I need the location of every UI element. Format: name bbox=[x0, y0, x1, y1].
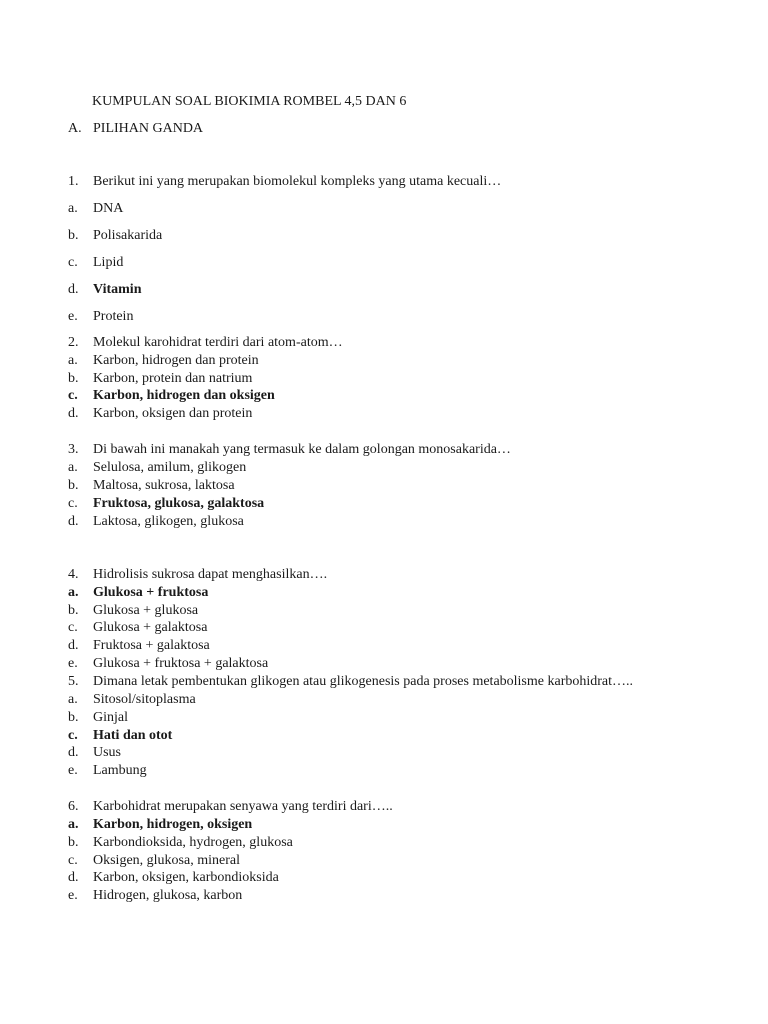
page-title: KUMPULAN SOAL BIOKIMIA ROMBEL 4,5 DAN 6 bbox=[92, 94, 407, 109]
option-letter: d. bbox=[68, 514, 79, 529]
question-number: 6. bbox=[68, 799, 79, 814]
option-text: Glukosa + glukosa bbox=[93, 603, 199, 618]
option-text: Polisakarida bbox=[93, 228, 163, 243]
option-letter: a. bbox=[68, 692, 78, 707]
option-letter: b. bbox=[68, 478, 79, 493]
option-letter: c. bbox=[68, 620, 78, 635]
question-text: Di bawah ini manakah yang termasuk ke dalam golongan monosakarida… bbox=[93, 442, 511, 457]
correct-answer-text: Karbon, hidrogen, oksigen bbox=[93, 817, 253, 832]
option-letter: d. bbox=[68, 638, 79, 653]
section-marker: A. bbox=[68, 121, 82, 136]
question-text: Berikut ini yang merupakan biomolekul kompleks yang utama kecuali… bbox=[93, 174, 502, 189]
option-text: Karbon, oksigen dan protein bbox=[93, 406, 253, 421]
correct-answer-text: Karbon, hidrogen dan oksigen bbox=[93, 388, 275, 403]
correct-answer-text: Fruktosa, glukosa, galaktosa bbox=[93, 496, 265, 511]
option-letter: a. bbox=[68, 585, 79, 600]
option-text: Glukosa + galaktosa bbox=[93, 620, 208, 635]
option-letter: c. bbox=[68, 388, 78, 403]
option-text: DNA bbox=[93, 201, 124, 216]
question-text: Molekul karohidrat terdiri dari atom-atom… bbox=[93, 335, 343, 350]
option-letter: a. bbox=[68, 460, 78, 475]
option-letter: b. bbox=[68, 603, 79, 618]
option-letter: b. bbox=[68, 835, 79, 850]
option-text: Protein bbox=[93, 309, 134, 324]
question-number: 1. bbox=[68, 174, 79, 189]
option-text: Karbondioksida, hydrogen, glukosa bbox=[93, 835, 293, 850]
question-text: Hidrolisis sukrosa dapat menghasilkan…. bbox=[93, 567, 328, 582]
option-letter: b. bbox=[68, 710, 79, 725]
question-number: 2. bbox=[68, 335, 79, 350]
option-letter: d. bbox=[68, 870, 79, 885]
option-letter: b. bbox=[68, 371, 79, 386]
correct-answer-text: Glukosa + fruktosa bbox=[93, 585, 209, 600]
option-letter: d. bbox=[68, 745, 79, 760]
section-label: PILIHAN GANDA bbox=[93, 121, 204, 136]
question-number: 4. bbox=[68, 567, 79, 582]
option-letter: a. bbox=[68, 353, 78, 368]
question-number: 3. bbox=[68, 442, 79, 457]
option-text: Oksigen, glukosa, mineral bbox=[93, 853, 240, 868]
option-text: Laktosa, glikogen, glukosa bbox=[93, 514, 244, 529]
option-letter: c. bbox=[68, 255, 78, 270]
question-number: 5. bbox=[68, 674, 79, 689]
option-text: Sitosol/sitoplasma bbox=[93, 692, 196, 707]
option-letter: a. bbox=[68, 201, 78, 216]
option-text: Maltosa, sukrosa, laktosa bbox=[93, 478, 235, 493]
option-letter: e. bbox=[68, 656, 78, 671]
option-text: Usus bbox=[93, 745, 122, 760]
correct-answer-text: Hati dan otot bbox=[93, 728, 173, 743]
option-letter: e. bbox=[68, 763, 78, 778]
option-text: Fruktosa + galaktosa bbox=[93, 638, 210, 653]
option-letter: c. bbox=[68, 853, 78, 868]
option-text: Karbon, hidrogen dan protein bbox=[93, 353, 259, 368]
correct-answer-text: Vitamin bbox=[93, 282, 142, 297]
option-text: Karbon, protein dan natrium bbox=[93, 371, 253, 386]
option-letter: e. bbox=[68, 888, 78, 903]
option-text: Selulosa, amilum, glikogen bbox=[93, 460, 247, 475]
option-letter: d. bbox=[68, 282, 79, 297]
option-letter: a. bbox=[68, 817, 79, 832]
option-text: Lambung bbox=[93, 763, 147, 778]
option-letter: e. bbox=[68, 309, 78, 324]
question-text: Dimana letak pembentukan glikogen atau glikogenesis pada proses metabolisme karbohidrat….. bbox=[93, 674, 634, 689]
option-text: Karbon, oksigen, karbondioksida bbox=[93, 870, 279, 885]
question-text: Karbohidrat merupakan senyawa yang terdiri dari….. bbox=[93, 799, 393, 814]
option-letter: d. bbox=[68, 406, 79, 421]
option-letter: c. bbox=[68, 728, 78, 743]
option-text: Lipid bbox=[93, 255, 124, 270]
option-letter: c. bbox=[68, 496, 78, 511]
option-text: Ginjal bbox=[93, 710, 128, 725]
option-text: Hidrogen, glukosa, karbon bbox=[93, 888, 243, 903]
option-text: Glukosa + fruktosa + galaktosa bbox=[93, 656, 269, 671]
option-letter: b. bbox=[68, 228, 79, 243]
